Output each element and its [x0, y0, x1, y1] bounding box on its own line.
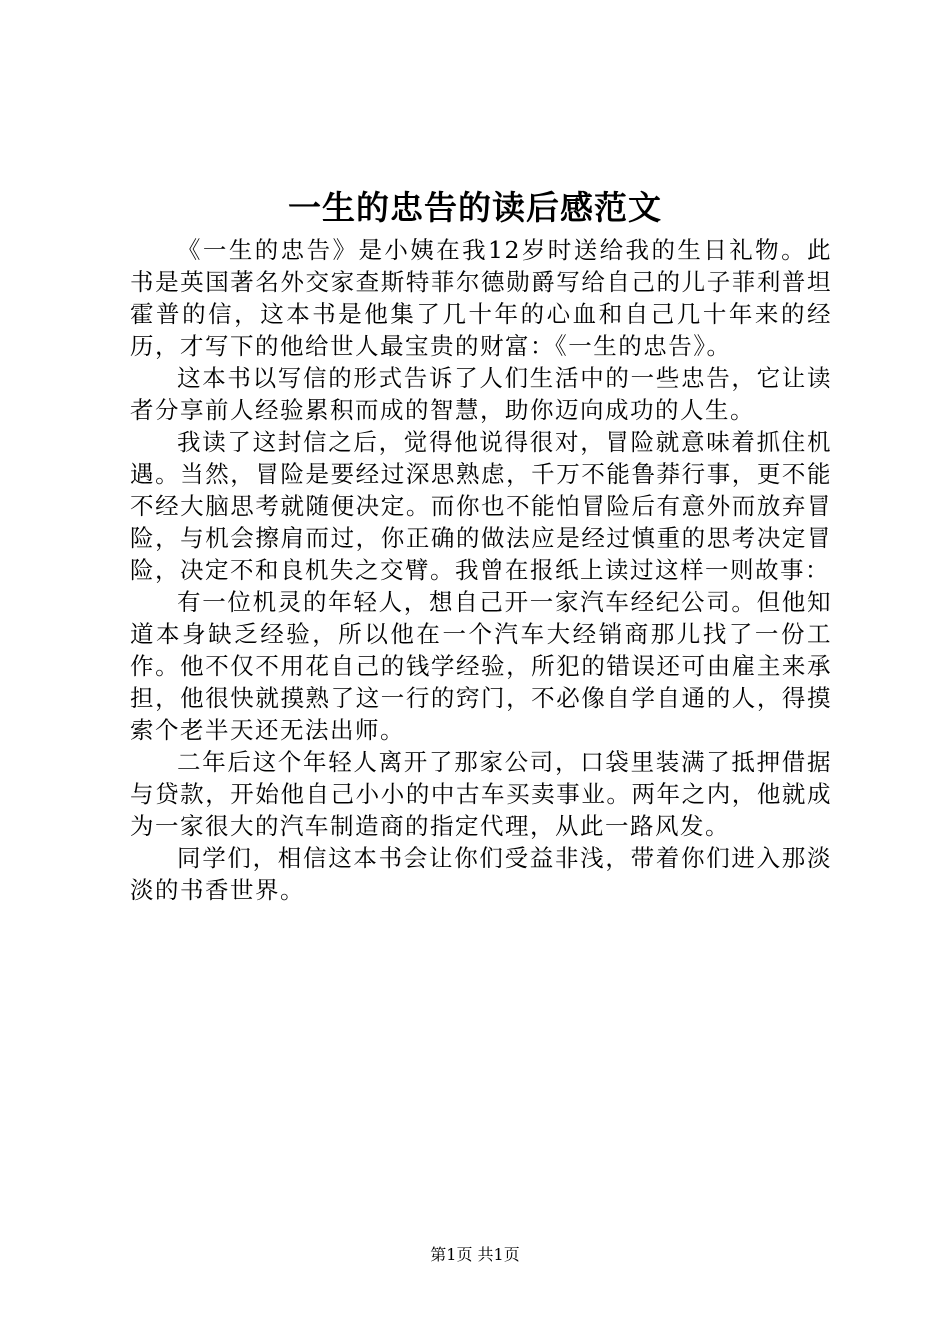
paragraph: 二年后这个年轻人离开了那家公司，口袋里装满了抵押借据与贷款，开始他自己小小的中古车买卖事业。两年之内，他就成为一家很大的汽车制造商的指定代理，从此一路风发。	[130, 748, 832, 840]
page-footer: 第1页 共1页	[430, 1245, 520, 1264]
document-body	[130, 234, 832, 906]
paragraph: 这本书以写信的形式告诉了人们生活中的一些忠告，它让读者分享前人经验累积而成的智慧，助你迈向成功的人生。	[130, 364, 832, 424]
paragraph: 《一生的忠告》是小姨在我12岁时送给我的生日礼物。此书是英国著名外交家查斯特菲尔德勋爵写给自己的儿子菲利普坦霍普的信，这本书是他集了几十年的心血和自己几十年来的经历，才写下的他给世人最宝贵的财富：《一生的忠告》。	[130, 236, 832, 360]
paragraph: 我读了这封信之后，觉得他说得很对，冒险就意味着抓住机遇。当然，冒险是要经过深思熟虑，千万不能鲁莽行事，更不能不经大脑思考就随便决定。而你也不能怕冒险后有意外而放弃冒险，与机会擦肩而过，你正确的做法应是经过慎重的思考决定冒险，决定不和良机失之交臂。我曾在报纸上读过这样一则故事：	[130, 428, 832, 584]
paragraph: 有一位机灵的年轻人，想自己开一家汽车经纪公司。但他知道本身缺乏经验，所以他在一个汽车大经销商那儿找了一份工作。他不仅不用花自己的钱学经验，所犯的错误还可由雇主来承担，他很快就摸熟了这一行的窍门，不必像自学自通的人，得摸索个老半天还无法出师。	[130, 588, 832, 744]
document-title: 一生的忠告的读后感范文	[288, 188, 662, 227]
paragraph: 同学们，相信这本书会让你们受益非浅，带着你们进入那淡淡的书香世界。	[130, 844, 832, 904]
